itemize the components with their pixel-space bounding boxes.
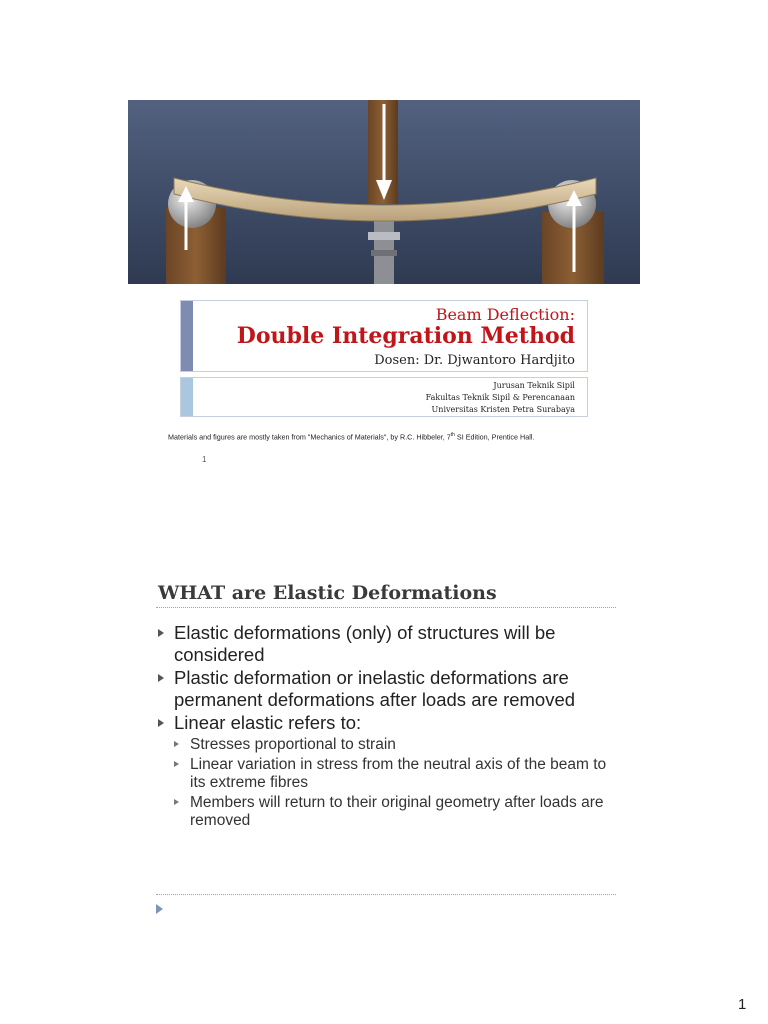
credits-text-end: SI Edition, Prentice Hall. [454, 432, 535, 442]
institution-box [180, 377, 588, 417]
sub-bullet-text: Linear variation in stress from the neutral axis of the beam to its extreme fibres [190, 756, 607, 791]
sub-bullet-item [174, 794, 613, 830]
institution-line: Jurusan Teknik Sipil [493, 381, 575, 390]
bullet-text: Elastic deformations (only) of structures will be considered [174, 622, 556, 665]
title-box [180, 300, 588, 372]
bullet-text: Linear elastic refers to: [174, 712, 362, 733]
institution-lines [426, 380, 575, 416]
institution-line: Fakultas Teknik Sipil & Perencanaan [425, 393, 575, 402]
page-number: 1 [738, 996, 747, 1013]
title-divider [156, 607, 616, 608]
sub-bullet-arrow-icon [174, 741, 179, 747]
bullet-item [158, 622, 613, 666]
sub-bullet-item [174, 756, 613, 792]
bullet-list [158, 622, 613, 830]
title-line-1: Beam Deflection: [435, 305, 575, 324]
beam-deflection-photo-icon [128, 100, 640, 284]
footer-arrow-icon [156, 904, 163, 914]
institution-line: Universitas Kristen Petra Surabaya [431, 405, 575, 414]
slide-number: 1 [202, 455, 207, 464]
bullet-text: Plastic deformation or inelastic deformations are permanent deformations after loads are removed [174, 667, 576, 710]
sub-bullet-item [174, 736, 613, 754]
sub-bullet-arrow-icon [174, 799, 179, 805]
institution-accent-bar [181, 378, 193, 416]
lecturer-name: Dosen: Dr. Djwantoro Hardjito [374, 353, 575, 368]
slide2-title: WHAT are Elastic Deformations [158, 582, 497, 604]
bullet-arrow-icon [158, 674, 164, 682]
credits-note [168, 432, 608, 441]
credits-sup: th [450, 432, 455, 438]
footer-divider [156, 894, 616, 895]
credits-text: Materials and figures are mostly taken from "Mechanics of Materials", by R.C. Hibbeler, 7 [168, 432, 451, 442]
main-title: Double Integration Method [236, 323, 575, 349]
bullet-item [158, 667, 613, 711]
bullet-arrow-icon [158, 629, 164, 637]
bullet-item [158, 712, 613, 734]
sub-bullet-arrow-icon [174, 761, 179, 767]
title-accent-bar [181, 301, 193, 371]
sub-bullet-text: Members will return to their original geometry after loads are removed [190, 794, 604, 829]
bullet-arrow-icon [158, 719, 164, 727]
sub-bullet-text: Stresses proportional to strain [190, 736, 396, 753]
